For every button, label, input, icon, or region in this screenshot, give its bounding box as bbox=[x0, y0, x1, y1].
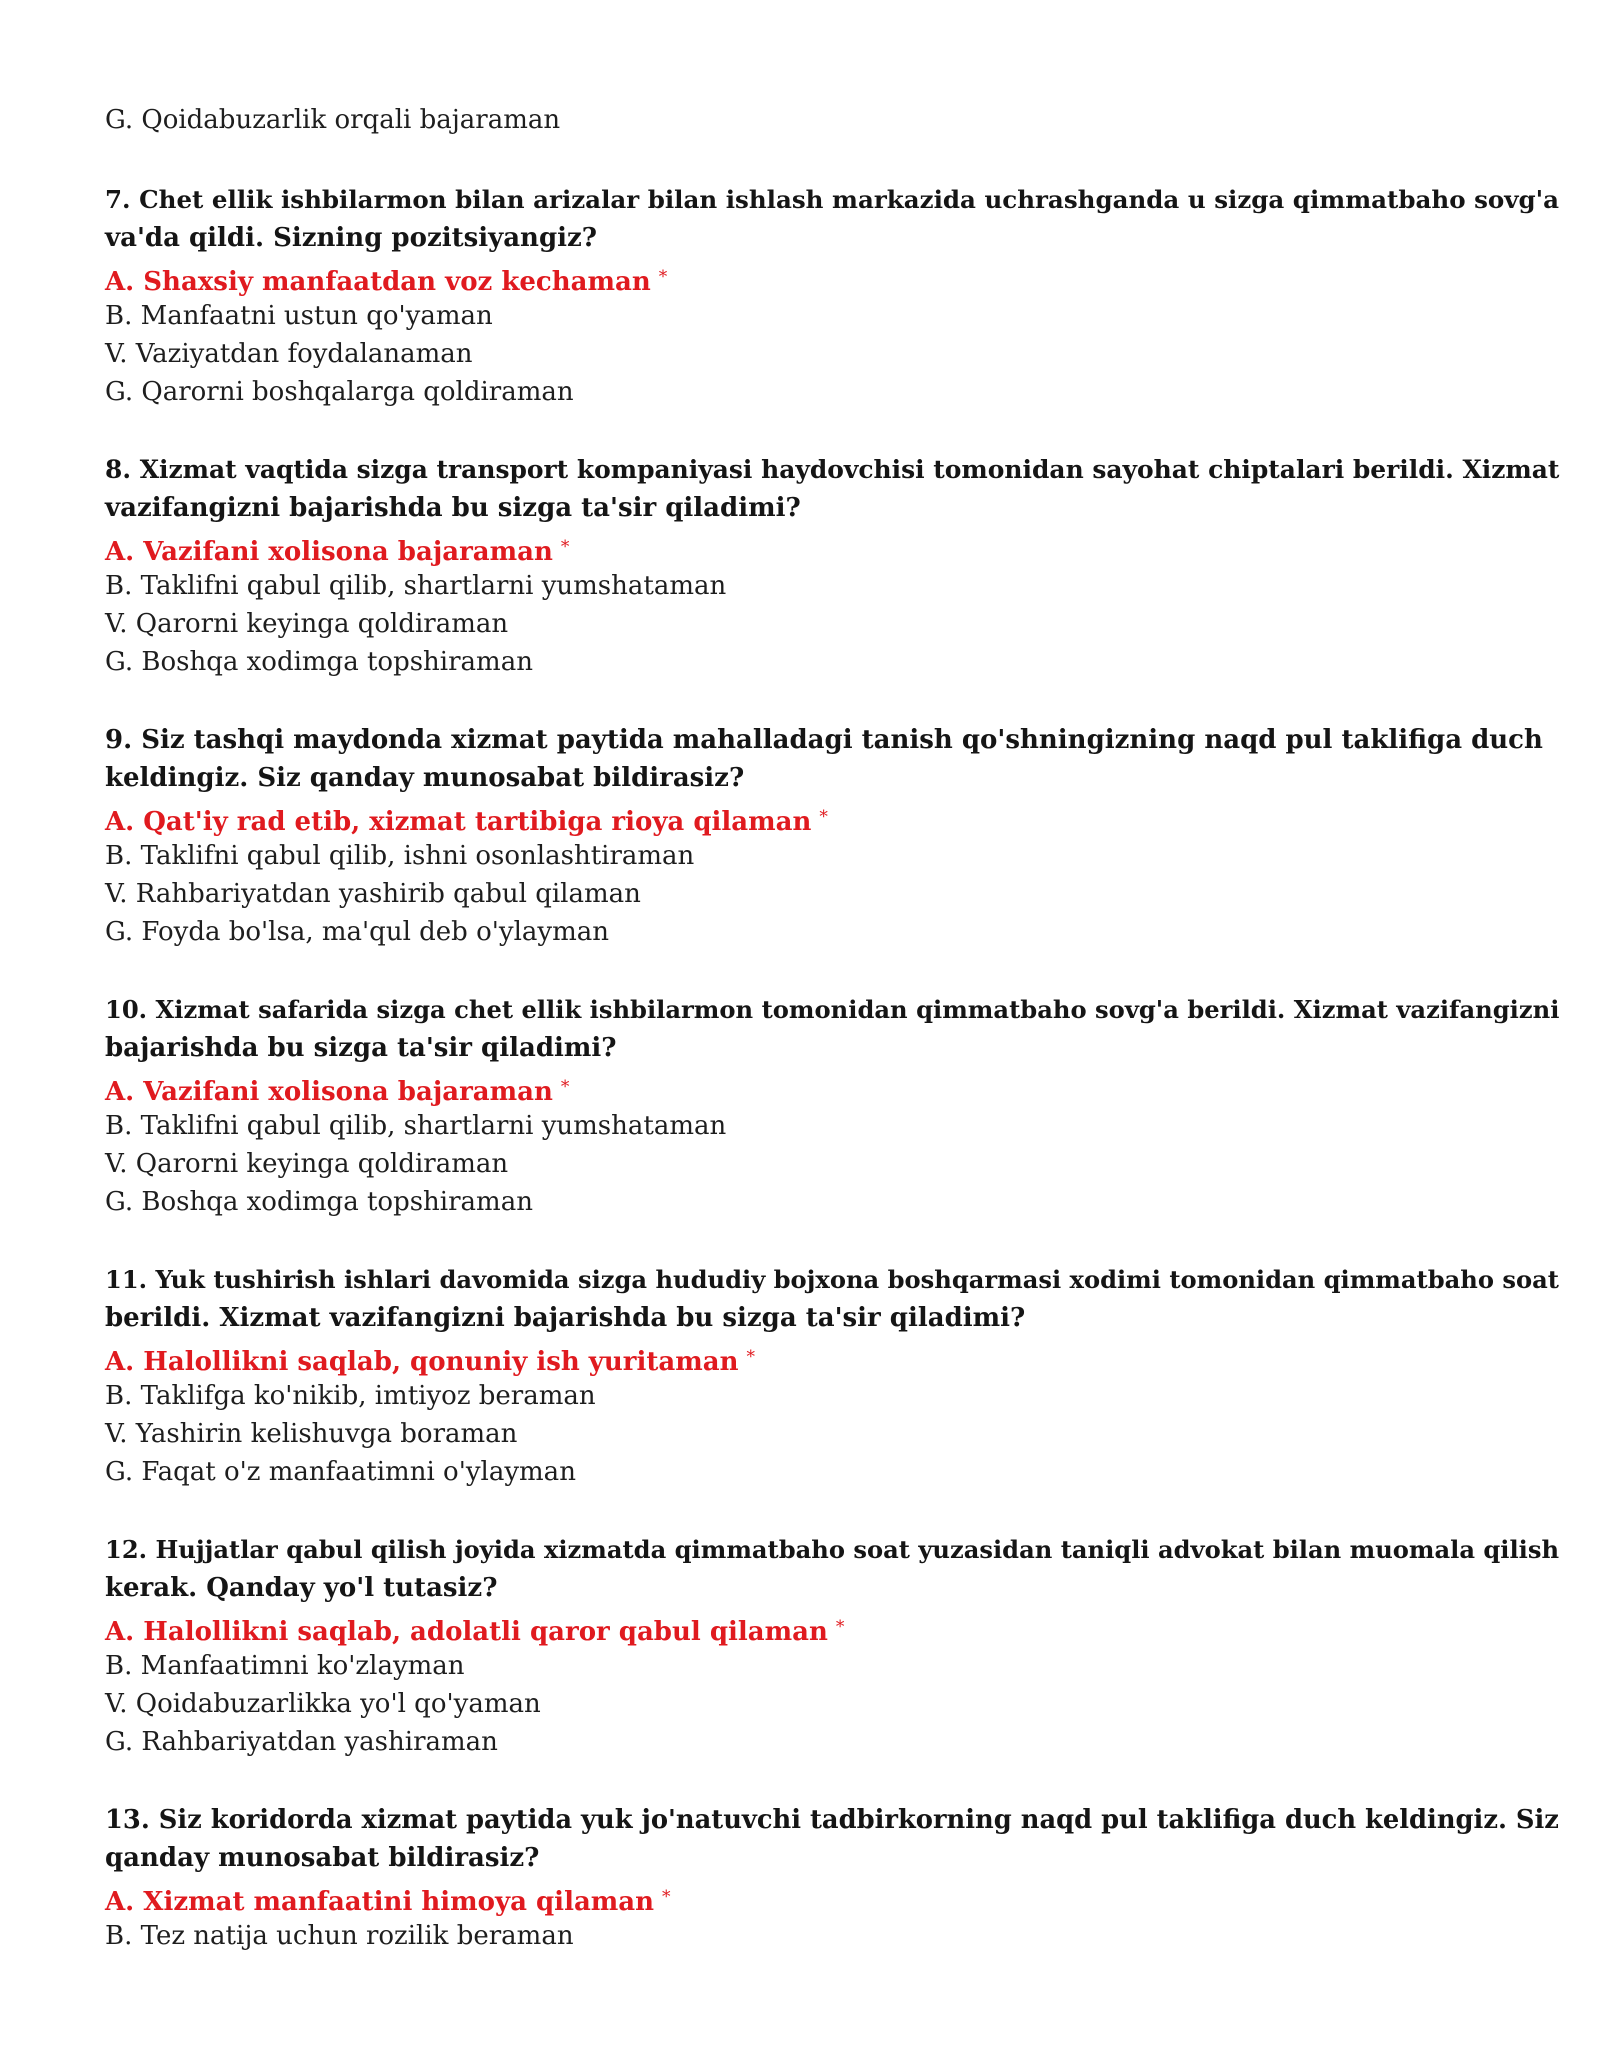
correct-marker: * bbox=[662, 1887, 671, 1907]
option-v: V. Yashirin kelishuvga boraman bbox=[105, 1419, 518, 1449]
option-b: B. Taklifga ko'nikib, imtiyoz beraman bbox=[105, 1381, 596, 1411]
option-v: V. Qarorni keyinga qoldiraman bbox=[105, 609, 509, 639]
answer-text: A. Halollikni saqlab, adolatli qaror qabul qilaman bbox=[105, 1617, 828, 1647]
answer-text: A. Vazifani xolisona bajaraman bbox=[105, 537, 553, 567]
correct-marker: * bbox=[819, 807, 828, 827]
question-text: 9. Siz tashqi maydonda xizmat paytida mahalladagi tanish qo'shningizning naqd pul taklifiga duch bbox=[105, 725, 1543, 755]
answer-text: A. Shaxsiy manfaatdan voz kechaman bbox=[105, 267, 651, 297]
option-g: G. Foyda bo'lsa, ma'qul deb o'ylayman bbox=[105, 917, 609, 947]
question-text: bajarishda bu sizga ta'sir qiladimi? bbox=[105, 1033, 617, 1063]
correct-marker: * bbox=[746, 1347, 755, 1367]
option-b: B. Manfaatimni ko'zlayman bbox=[105, 1651, 465, 1681]
lead-option: G. Qoidabuzarlik orqali bajaraman bbox=[105, 105, 561, 135]
question-text: 12. Hujjatlar qabul qilish joyida xizmatda qimmatbaho soat yuzasidan taniqli advokat bilan muomala qilish bbox=[105, 1535, 1560, 1564]
option-b: B. Taklifni qabul qilib, shartlarni yumshataman bbox=[105, 1111, 727, 1141]
option-g: G. Qarorni boshqalarga qoldiraman bbox=[105, 377, 574, 407]
option-b: B. Manfaatni ustun qo'yaman bbox=[105, 301, 493, 331]
question-text: vazifangizni bajarishda bu sizga ta'sir qiladimi? bbox=[105, 493, 801, 523]
answer-text: A. Qat'iy rad etib, xizmat tartibiga rioya qilaman bbox=[105, 807, 812, 837]
question-text: kerak. Qanday yo'l tutasiz? bbox=[105, 1573, 498, 1603]
option-v: V. Vaziyatdan foydalanaman bbox=[105, 339, 473, 369]
option-g: G. Faqat o'z manfaatimni o'ylayman bbox=[105, 1457, 576, 1487]
question-text: 11. Yuk tushirish ishlari davomida sizga hududiy bojxona boshqarmasi xodimi tomonidan qimmatbaho soat bbox=[105, 1265, 1559, 1294]
question-text: berildi. Xizmat vazifangizni bajarishda bu sizga ta'sir qiladimi? bbox=[105, 1303, 1026, 1333]
question-text: keldingiz. Siz qanday munosabat bildirasiz? bbox=[105, 763, 745, 793]
answer-text: A. Vazifani xolisona bajaraman bbox=[105, 1077, 553, 1107]
correct-answer bbox=[105, 1068, 569, 1111]
correct-answer bbox=[105, 528, 569, 571]
option-g: G. Boshqa xodimga topshiraman bbox=[105, 1187, 533, 1217]
question-text: 7. Chet ellik ishbilarmon bilan arizalar bilan ishlash markazida uchrashganda u sizga qimmatbaho sovg'a bbox=[105, 185, 1560, 214]
question-text: 13. Siz koridorda xizmat paytida yuk jo'natuvchi tadbirkorning naqd pul taklifiga duch keldingiz. Siz bbox=[105, 1805, 1559, 1835]
option-g: G. Rahbariyatdan yashiraman bbox=[105, 1727, 498, 1757]
option-v: V. Qarorni keyinga qoldiraman bbox=[105, 1149, 509, 1179]
question-text: 10. Xizmat safarida sizga chet ellik ishbilarmon tomonidan qimmatbaho sovg'a berildi. Xizmat vazifangizni bbox=[105, 995, 1560, 1024]
option-b: B. Taklifni qabul qilib, shartlarni yumshataman bbox=[105, 571, 727, 601]
correct-answer bbox=[105, 798, 828, 841]
question-text: qanday munosabat bildirasiz? bbox=[105, 1843, 540, 1873]
correct-answer bbox=[105, 258, 667, 301]
correct-marker: * bbox=[560, 537, 570, 557]
answer-text: A. Halollikni saqlab, qonuniy ish yuritaman bbox=[105, 1347, 739, 1377]
question-text: 8. Xizmat vaqtida sizga transport kompaniyasi haydovchisi tomonidan sayohat chiptalari berildi. Xizmat bbox=[105, 455, 1560, 484]
correct-answer bbox=[105, 1878, 671, 1921]
option-b: B. Taklifni qabul qilib, ishni osonlashtiraman bbox=[105, 841, 695, 871]
answer-text: A. Xizmat manfaatini himoya qilaman bbox=[105, 1887, 655, 1917]
correct-answer bbox=[105, 1338, 755, 1381]
correct-marker: * bbox=[835, 1617, 845, 1637]
option-g: G. Boshqa xodimga topshiraman bbox=[105, 647, 533, 677]
option-v: V. Rahbariyatdan yashirib qabul qilaman bbox=[105, 879, 641, 909]
correct-answer bbox=[105, 1608, 844, 1651]
option-b: B. Tez natija uchun rozilik beraman bbox=[105, 1921, 574, 1951]
option-v: V. Qoidabuzarlikka yo'l qo'yaman bbox=[105, 1689, 541, 1719]
correct-marker: * bbox=[658, 267, 668, 287]
correct-marker: * bbox=[560, 1077, 570, 1097]
question-text: va'da qildi. Sizning pozitsiyangiz? bbox=[105, 223, 598, 253]
